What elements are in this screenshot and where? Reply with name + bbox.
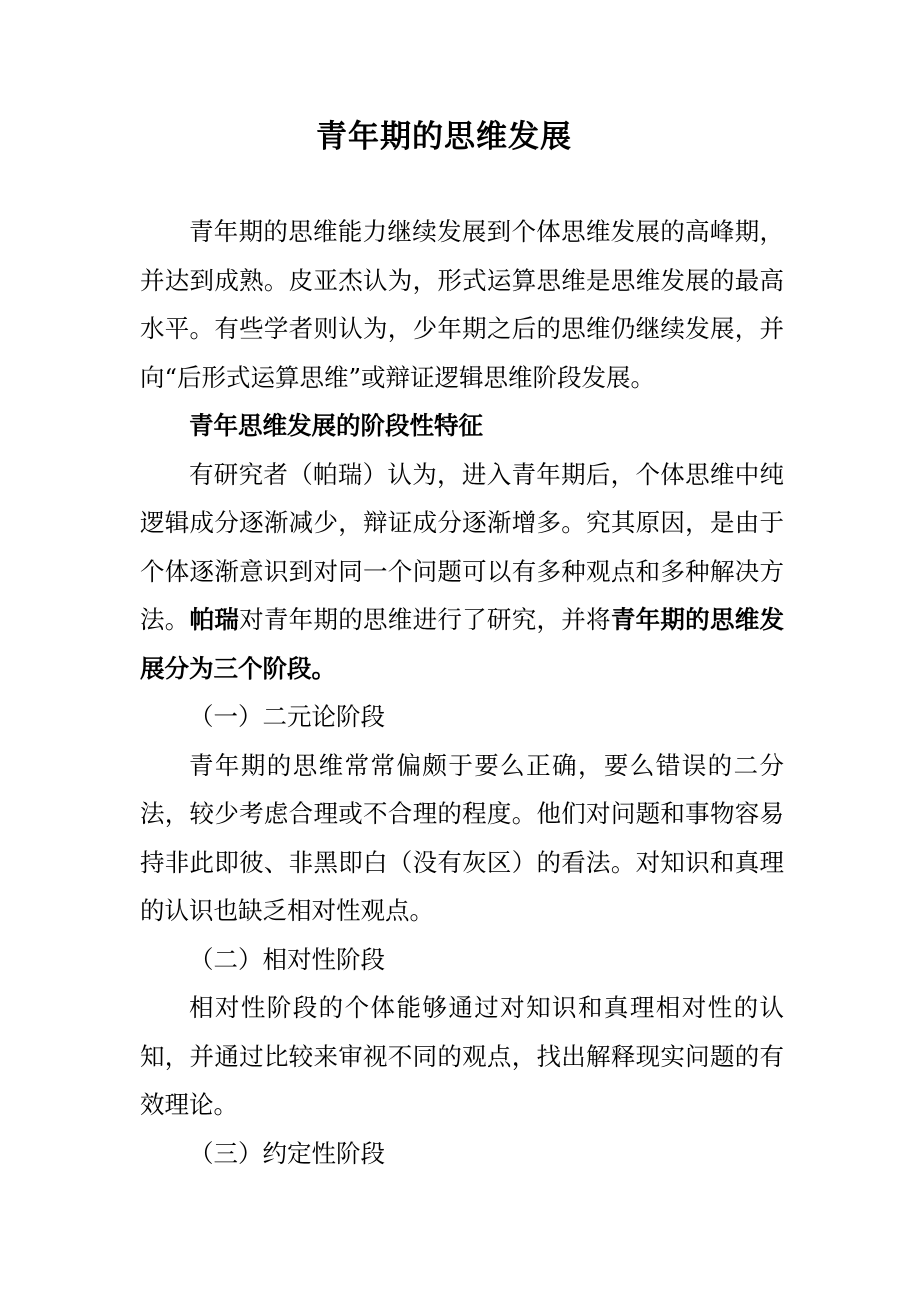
stage-heading-commitment: （三）约定性阶段 (189, 1138, 385, 1168)
section-heading: 青年思维发展的阶段性特征 (189, 411, 483, 440)
document-body (140, 208, 784, 1178)
intro-paragraph: 青年期的思维能力继续发展到个体思维发展的高峰期，并达到成熟。皮亚杰认为，形式运算思维是思维发展的最高水平。有些学者则认为，少年期之后的思维仍继续发展，并向“后形式运算思维”或辩证逻辑思维阶段发展。 (140, 217, 784, 392)
stage-text-dualism: 青年期的思维常常偏颇于要么正确，要么错误的二分法，较少考虑合理或不合理的程度。他们对问题和事物容易持非此即彼、非黑即白（没有灰区）的看法。对知识和真理的认识也缺乏相对性观点。 (140, 750, 784, 925)
document-title: 青年期的思维发展 (316, 119, 572, 155)
perry-stages-bold: 青年期的思维发展分为三个阶段。 (140, 605, 785, 683)
perry-paragraph (140, 451, 784, 694)
stage-heading-relativism: （二）相对性阶段 (189, 944, 385, 974)
stage-heading-dualism: （一）二元论阶段 (189, 702, 385, 731)
perry-name-bold: 帕瑞 (189, 605, 240, 634)
perry-paragraph-text-2: 对青年期的思维进行了研究，并将 (239, 605, 611, 634)
stage-text-relativism: 相对性阶段的个体能够通过对知识和真理相对性的认知，并通过比较来审视不同的观点，找出解释现实问题的有效理论。 (140, 993, 784, 1119)
perry-paragraph-text-1: 有研究者（帕瑞）认为，进入青年期后，个体思维中纯逻辑成分逐渐减少，辩证成分逐渐增多。究其原因，是由于个体逐渐意识到对同一个问题可以有多种观点和多种解决方法。 (140, 459, 784, 634)
